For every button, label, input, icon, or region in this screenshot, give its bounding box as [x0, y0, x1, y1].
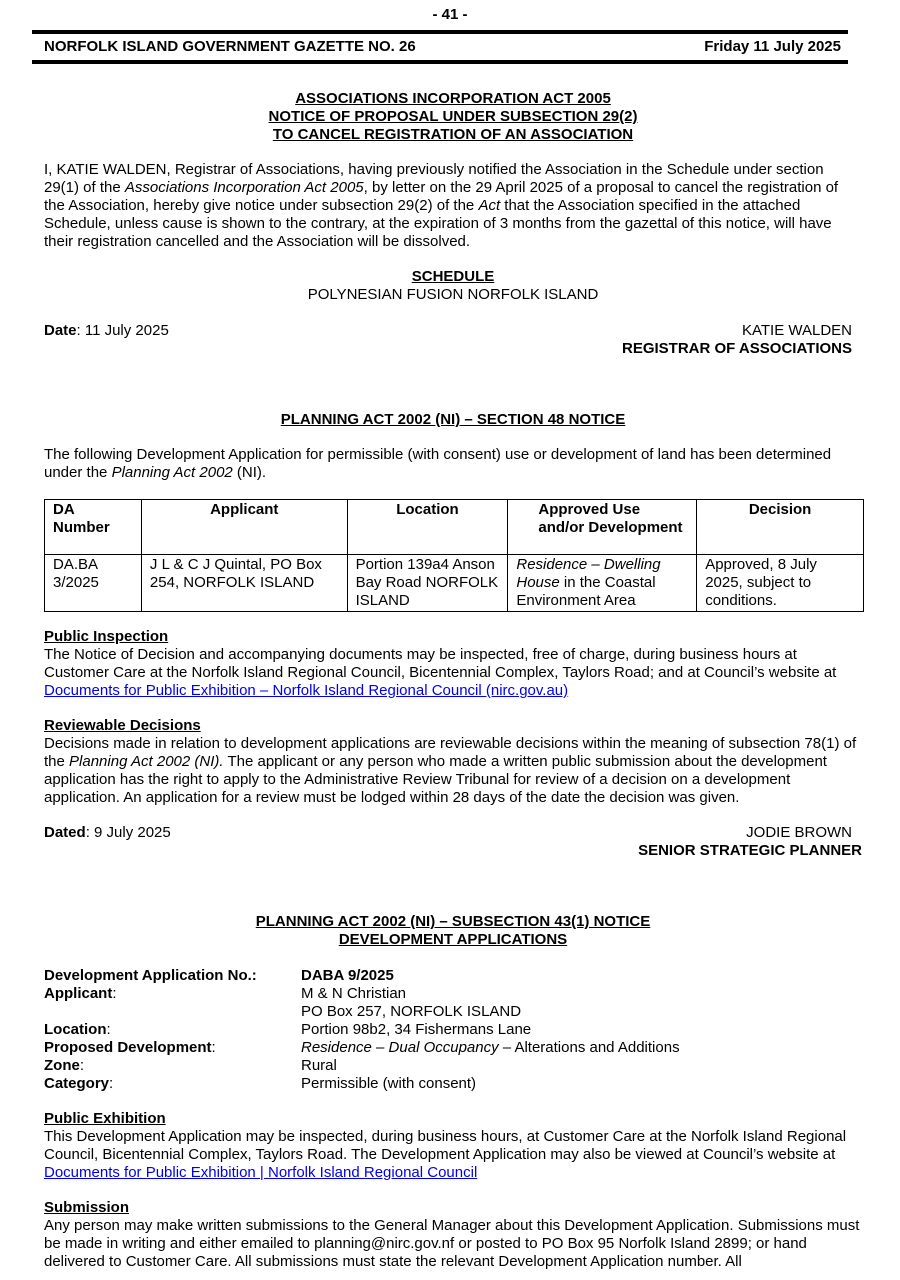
signer-name: KATIE WALDEN [741, 322, 852, 339]
act-name: Planning Act 2002 (NI). [69, 753, 224, 770]
page-number: - 41 - [432, 6, 468, 23]
notice-title-line: PLANNING ACT 2002 (NI) – SUBSECTION 43(1) NOTICE [255, 913, 651, 930]
cell-decision: Approved, 8 July 2025, subject to conditions. [697, 555, 864, 612]
cell-location: Portion 139a4 Anson Bay Road NORFOLK ISLAND [347, 555, 508, 612]
use-italic: Residence – Dwelling House [516, 556, 661, 591]
date-label: Date [44, 322, 77, 339]
field-label: Zone: [44, 1057, 85, 1074]
field-label: Location: [44, 1021, 111, 1038]
public-inspection-section [44, 628, 862, 700]
signer-title: REGISTRAR OF ASSOCIATIONS [621, 340, 852, 357]
notice-planning-s43-title [44, 913, 862, 949]
public-exhibition-text: This Development Application may be inspected, during business hours, at Customer Care at the Norfolk Island Regional Council, Bicentennial Complex, Taylors Road. The Development Application may also be viewed at Council’s website at [44, 1128, 847, 1163]
field-value: Permissible (with consent) [301, 1075, 477, 1092]
use-plain: in the Coastal Environment Area [516, 574, 656, 609]
column-header: DA Number [45, 500, 142, 555]
submission-section [44, 1199, 862, 1271]
field-row [44, 1003, 844, 1021]
notice-planning-s48-intro [44, 446, 862, 482]
field-value: DABA 9/2025 [301, 967, 394, 984]
reviewable-text: Decisions made in relation to development applications are reviewable decisions within the meaning of subsection 78(1) of the [44, 735, 857, 770]
public-exhibition-link[interactable]: Documents for Public Exhibition – Norfolk Island Regional Council (nirc.gov.au) [44, 682, 569, 699]
cell-da-number: DA.BA 3/2025 [45, 555, 142, 612]
notice-title-line: NOTICE OF PROPOSAL UNDER SUBSECTION 29(2) [268, 108, 638, 125]
reviewable-decisions-heading: Reviewable Decisions [44, 717, 201, 734]
gazette-date: Friday 11 July 2025 [704, 38, 841, 55]
field-value: Portion 98b2, 34 Fishermans Lane [301, 1021, 532, 1038]
field-label: Development Application No.: [44, 967, 257, 984]
signer-title: SENIOR STRATEGIC PLANNER [638, 842, 862, 859]
intro-text: The following Development Application for permissible (with consent) use or development of land has been determined under the [44, 446, 832, 481]
header-top-rule [32, 30, 848, 34]
table-row [45, 555, 864, 612]
signer-name: JODIE BROWN [746, 824, 852, 841]
field-value: Residence – Dual Occupancy – Alterations and Additions [301, 1039, 680, 1056]
field-row [44, 967, 844, 985]
column-header: Approved Use and/or Development [508, 500, 697, 555]
development-application-details [44, 967, 844, 1093]
notice-title-line: ASSOCIATIONS INCORPORATION ACT 2005 [295, 90, 611, 107]
body-text: I, KATIE WALDEN, Registrar of Associations, having previously notified the Association in the Schedule under section 29(1) of the [44, 161, 824, 196]
column-header: Applicant [141, 500, 347, 555]
notice-planning-s48-title [44, 411, 862, 429]
field-label: Applicant: [44, 985, 117, 1002]
body-text: , by letter on the 29 April 2025 of a proposal to cancel the registration of the Association, hereby give notice under subsection 29(2) of the [44, 179, 839, 214]
act-name: Planning Act 2002 [111, 464, 233, 481]
signature-block [622, 322, 852, 358]
body-paragraph [44, 161, 862, 251]
field-value: Rural [301, 1057, 337, 1074]
field-row [44, 1075, 844, 1093]
schedule [44, 268, 862, 304]
dated-value: : 9 July 2025 [85, 824, 171, 841]
table-header-row [45, 500, 864, 555]
public-exhibition-heading: Public Exhibition [44, 1110, 166, 1127]
cell-applicant: J L & C J Quintal, PO Box 254, NORFOLK ISLAND [141, 555, 347, 612]
dated-label: Dated [44, 824, 86, 841]
field-label: Category: [44, 1075, 114, 1092]
field-value: PO Box 257, NORFOLK ISLAND [301, 1003, 522, 1020]
gazette-title: NORFOLK ISLAND GOVERNMENT GAZETTE NO. 26 [44, 38, 416, 55]
submission-heading: Submission [44, 1199, 130, 1216]
act-short: Act [478, 197, 501, 214]
public-inspection-text: The Notice of Decision and accompanying documents may be inspected, free of charge, during business hours at Customer Care at the Norfolk Island Regional Council, Bicentennial Complex, Taylors Road; and at Council’s website at [44, 646, 837, 681]
notice-title: PLANNING ACT 2002 (NI) – SECTION 48 NOTICE [280, 411, 626, 428]
field-label: Proposed Development: [44, 1039, 216, 1056]
intro-paragraph [44, 446, 862, 482]
act-name: Associations Incorporation Act 2005 [124, 179, 364, 196]
cell-approved-use [508, 555, 697, 612]
column-header: Location [347, 500, 508, 555]
public-exhibition-paragraph [44, 1128, 862, 1182]
public-exhibition-link[interactable]: Documents for Public Exhibition | Norfolk Island Regional Council [44, 1164, 478, 1181]
column-header: Decision [697, 500, 864, 555]
public-inspection-paragraph [44, 646, 862, 700]
reviewable-decisions-paragraph [44, 735, 862, 807]
public-inspection-heading: Public Inspection [44, 628, 169, 645]
header-bottom-rule [32, 60, 848, 64]
body-text: that the Association specified in the attached Schedule, unless cause is shown to the contrary, at the expiration of 3 months from the gazettal of this notice, will have their registration cancelled and the Association will be dissolved. [44, 197, 832, 250]
schedule-heading: SCHEDULE [411, 268, 495, 285]
notice-title-line: TO CANCEL REGISTRATION OF AN ASSOCIATION [272, 126, 634, 143]
field-row [44, 1039, 844, 1057]
schedule-item: POLYNESIAN FUSION NORFOLK ISLAND [307, 286, 599, 303]
signature-block [638, 824, 862, 860]
field-row [44, 1021, 844, 1039]
field-value: M & N Christian [301, 985, 407, 1002]
public-exhibition-section [44, 1110, 862, 1182]
reviewable-decisions-section [44, 717, 862, 807]
field-row [44, 985, 844, 1003]
notice-associations-body [44, 161, 862, 251]
submission-paragraph: Any person may make written submissions to the General Manager about this Development Application. Submissions must be made in writing and either emailed to planning@nirc.gov.nf or posted to PO Box 95 Norfolk Island 2899; or hand delivered to Customer Care. All submissions must state the relevant Development Application number. All [44, 1217, 860, 1270]
reviewable-text: The applicant or any person who made a written public submission about the development application has the right to apply to the Administrative Review Tribunal for review of a decision on a development application. An application for a review must be lodged within 28 days of the date the decision was given. [44, 753, 827, 806]
notice-associations-title [44, 90, 862, 144]
field-row [44, 1057, 844, 1075]
notice-title-line: DEVELOPMENT APPLICATIONS [338, 931, 568, 948]
intro-text: (NI). [232, 464, 267, 481]
date-value: : 11 July 2025 [76, 322, 169, 339]
determination-table [44, 499, 864, 612]
